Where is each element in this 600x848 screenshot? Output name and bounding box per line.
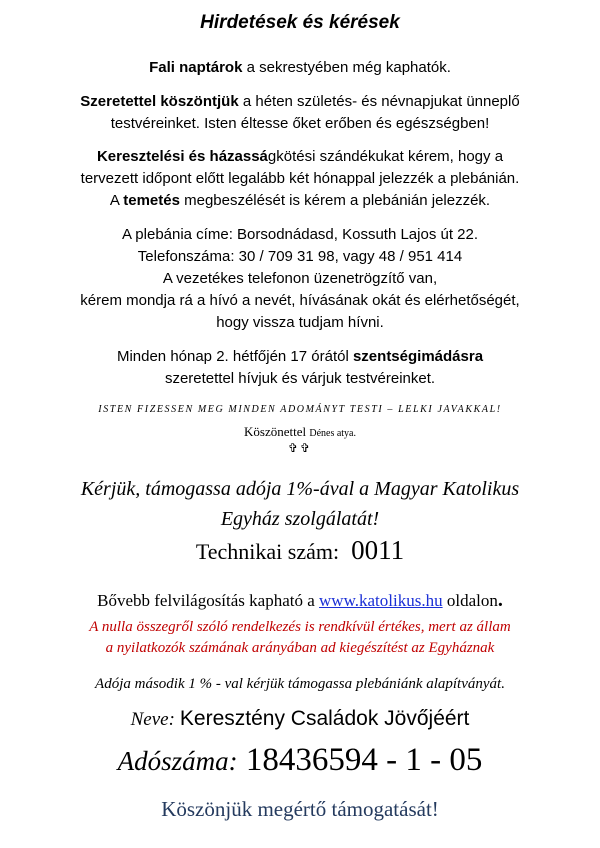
page-title: Hirdetések és kérések <box>200 12 400 33</box>
foundation-name-label: Neve: <box>130 709 175 730</box>
tax-request-line-1: Kérjük, támogassa adója 1%-ával a Magyar Katolikus <box>80 478 520 500</box>
funeral-line <box>0 190 600 212</box>
callback-line: hogy vissza tudjam hívni. <box>216 314 384 331</box>
funeral-bold: temetés <box>123 192 180 209</box>
adoration-text: Minden hónap 2. hétfőjén 17 órától <box>116 348 353 365</box>
tax-id-label: Adószáma: <box>117 746 238 776</box>
calendar-notice-text: a sekrestyében még kaphatók. <box>242 59 451 76</box>
baptism-line-1 <box>0 146 600 168</box>
address-line: A plebánia címe: Borsodnádasd, Kossuth Lajos út 22. <box>121 226 479 243</box>
thanks-word: Köszönettel <box>244 424 307 439</box>
signer-name: Dénes atya. <box>309 428 356 439</box>
tax-request-line-2: Egyház szolgálatát! <box>220 508 380 530</box>
calendar-notice-bold: Fali naptárok <box>149 59 243 76</box>
thanks-signature <box>0 424 600 440</box>
greeting-line-1 <box>0 91 600 113</box>
zero-amount-note-line-1: A nulla összegről szóló rendelkezés is rendkívül értékes, mert az állam <box>89 619 511 635</box>
voicemail-line: A vezetékes telefonon üzenetrögzítő van, <box>162 270 438 287</box>
more-info-dot: . <box>497 589 503 611</box>
technical-number <box>0 535 600 566</box>
zero-amount-note <box>0 617 600 659</box>
more-info <box>0 589 600 612</box>
adoration-bold: szentségimádásra <box>352 348 484 365</box>
tax-id-value: 18436594 - 1 - 05 <box>245 742 483 778</box>
greeting-bold: Szeretettel köszöntjük <box>80 93 239 110</box>
tax-id <box>0 742 600 779</box>
baptism-line-2: tervezett időpont előtt legalább két hónappal jelezzék a plebánián. <box>80 170 520 187</box>
adoration-line-2: szeretettel hívjuk és várjuk testvéreinket. <box>164 370 436 387</box>
foundation-name-value: Keresztény Családok Jövőjéért <box>179 707 470 730</box>
calendar-notice <box>0 57 600 79</box>
more-info-pre: Bővebb felvilágosítás kapható a <box>97 591 320 610</box>
phone-line: Telefonszáma: 30 / 709 31 98, vagy 48 / 951 414 <box>137 248 463 265</box>
katolikus-link[interactable]: www.katolikus.hu <box>319 591 443 610</box>
greeting-text: a héten születés- és névnapjukat ünneplő <box>238 93 520 110</box>
funeral-text: megbeszélését is kérem a plebánián jelezzék. <box>179 192 491 209</box>
foundation-name <box>0 707 600 731</box>
cross-icon: ✞✞ <box>287 441 313 455</box>
adoration-line-1 <box>0 346 600 368</box>
second-percent-request: Adója második 1 % - val kérjük támogassa plebániánk alapítványát. <box>95 676 505 692</box>
funeral-pre: A <box>109 192 124 209</box>
technical-number-value: 0011 <box>351 535 405 565</box>
baptism-text: gkötési szándékukat kérem, hogy a <box>267 148 504 165</box>
zero-amount-note-line-2: a nyilatkozók számának arányában ad kiegészítést az Egyháznak <box>105 640 495 656</box>
greeting-line-2: testvéreinket. Isten éltesse őket erőben és egészségben! <box>110 115 490 132</box>
tax-request <box>0 474 600 534</box>
baptism-bold: Keresztelési és házassá <box>96 148 268 165</box>
more-info-post: oldalon <box>442 591 498 610</box>
voicemail-instructions: kérem mondja rá a hívó a nevét, hívásának okát és elérhetőségét, <box>80 292 520 309</box>
technical-number-label: Technikai szám: <box>195 539 340 564</box>
closing-thanks: Köszönjük megértő támogatását! <box>161 797 439 821</box>
blessing-line: ISTEN FIZESSEN MEG MINDEN ADOMÁNYT TESTI – LELKI JAVAKKAL! <box>98 404 502 415</box>
